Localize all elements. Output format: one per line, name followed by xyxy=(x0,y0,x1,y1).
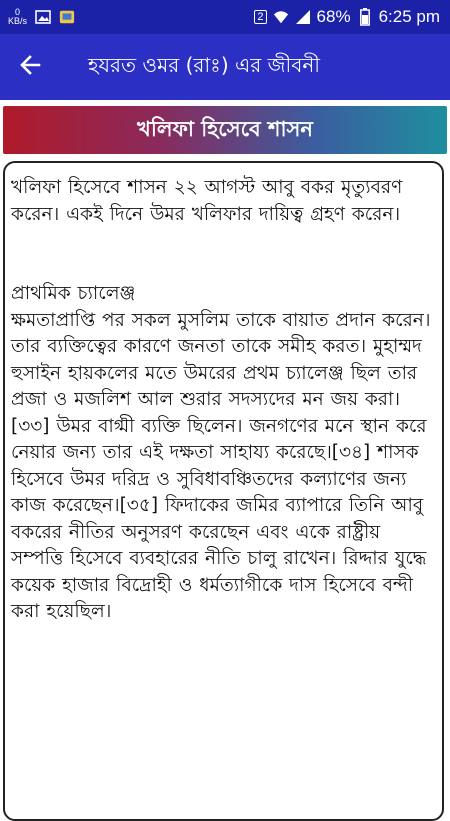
article-intro: খলিফা হিসেবে শাসন ২২ আগস্ট আবু বকর মৃত্যুবরণ করেন। একই দিনে উমর খলিফার দায়িত্ব গ্রহণ করেন। xyxy=(11,177,403,225)
article-body: ক্ষমতাপ্রাপ্তি পর সকল মুসলিম তাকে বায়াত প্রদান করেন। তার ব্যক্তিত্বের কারণে জনতা তাকে সমীহ করত। মুহাম্মদ হুসাইন হায়কলের মতে উমরের প্রথম চ্যালেঞ্জ ছিল তার প্রজা ও মজলিশ আল শুরার সদস্যদের মন জয় করা।[৩৩] উমর বাগ্মী ব্যক্তি ছিলেন। জনগণের মনে স্থান করে নেয়ার জন্য তার এই দক্ষতা সাহায্য করেছে।[৩৪] শাসক হিসেবে উমর দরিদ্র ও সুবিধাবঞ্চিতদের কল্যাণের জন্য কাজ করেছেন।[৩৫] ফিদাকের জমির ব্যাপারে তিনি আবু বকরের নীতির অনুসরণ করেছেন এবং একে রাষ্ট্রীয় সম্পত্তি হিসেবে ব্যবহারের নীতি চালু রাখেন। রিদ্দার যুদ্ধে কয়েক হাজার বিদ্রোহী ও ধর্মত্যাগীকে দাস হিসেবে বন্দী করা হয়েছিল। xyxy=(11,309,431,622)
status-bar xyxy=(0,0,450,34)
signal-icon xyxy=(295,9,311,25)
network-speed xyxy=(8,8,27,26)
article-subheading: প্রাথমিক চ্যালেঞ্জ xyxy=(11,283,136,304)
battery-icon xyxy=(357,9,373,25)
back-button[interactable] xyxy=(0,34,60,100)
article-card[interactable] xyxy=(3,161,444,821)
arrow-left-icon xyxy=(19,54,41,80)
app-bar xyxy=(0,34,450,100)
section-header: খলিফা হিসেবে শাসন xyxy=(3,106,447,154)
sim-badge: 2 xyxy=(254,10,266,24)
app-notification-icon xyxy=(59,9,75,25)
clock: 6:25 pm xyxy=(378,7,440,26)
battery-percent: 68% xyxy=(316,7,351,26)
page-title: হযরত ওমর (রাঃ) এর জীবনী xyxy=(88,52,320,77)
wifi-icon xyxy=(273,9,289,25)
network-speed-unit: KB/s xyxy=(8,16,28,26)
network-speed-value: 0 xyxy=(15,7,21,17)
gallery-icon xyxy=(35,9,51,25)
